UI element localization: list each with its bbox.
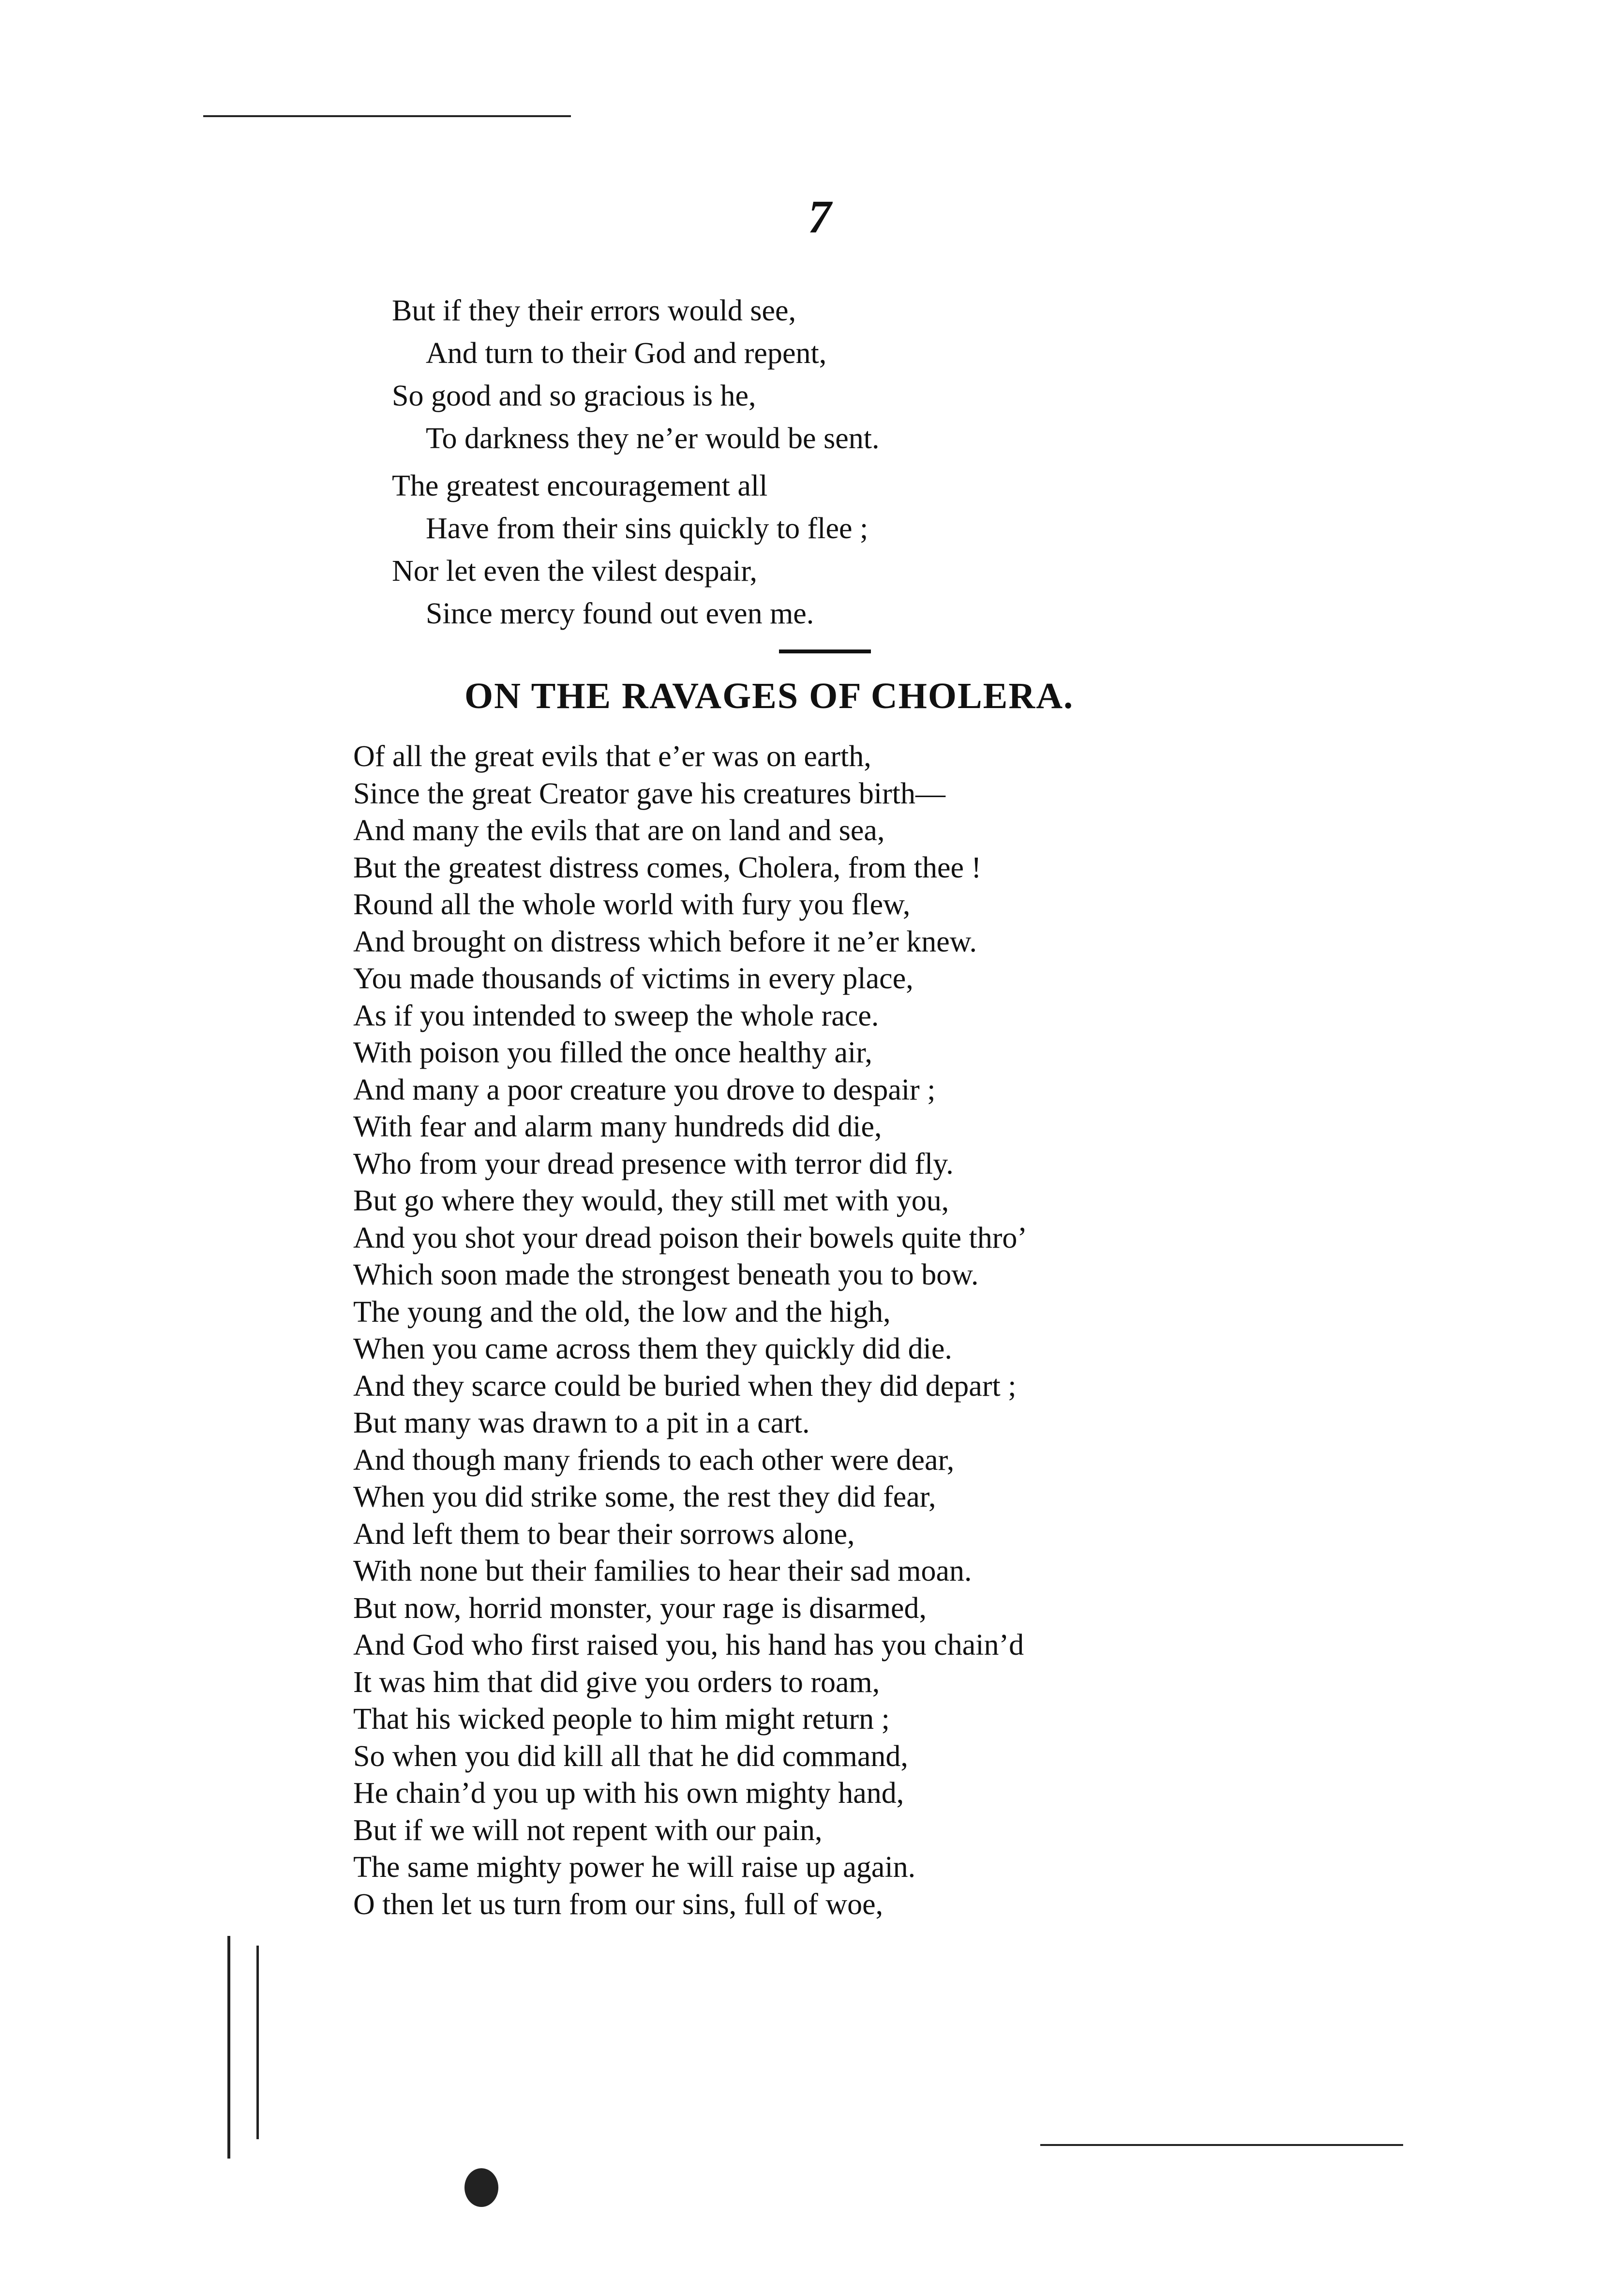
poem-line: Which soon made the strongest beneath you to bow. — [353, 1258, 979, 1291]
poem-line: And they scarce could be buried when they did depart ; — [353, 1369, 1017, 1403]
stanza-line: But if they their errors would see, — [392, 294, 796, 327]
poem-line: He chain’d you up with his own mighty hand, — [353, 1777, 904, 1810]
poem-line: Of all the great evils that e’er was on earth, — [353, 740, 871, 773]
stanza-line: Nor let even the vilest despair, — [392, 555, 758, 588]
poem-line: But the greatest distress comes, Cholera, from thee ! — [353, 851, 982, 884]
poem-line: O then let us turn from our sins, full of woe, — [353, 1888, 883, 1921]
poem-line: But if we will not repent with our pain, — [353, 1813, 823, 1847]
poem-body — [353, 738, 1027, 1923]
poem-line: And though many friends to each other were dear, — [353, 1443, 955, 1477]
stanza-1 — [392, 289, 879, 460]
scan-mark-left-2 — [256, 1946, 259, 2139]
stanza-line: And turn to their God and repent, — [426, 337, 827, 370]
poem-line: With none but their families to hear their sad moan. — [353, 1555, 972, 1587]
stanza-line: Have from their sins quickly to flee ; — [426, 512, 868, 545]
poem-line: When you did strike some, the rest they did fear, — [353, 1480, 936, 1513]
stanza-2 — [392, 465, 868, 635]
poem-line: And God who first raised you, his hand has you chain’d — [353, 1629, 1024, 1662]
poem-line: It was him that did give you orders to roam, — [353, 1665, 880, 1699]
scan-mark-left — [227, 1936, 230, 2159]
poem-line: Round all the whole world with fury you flew, — [353, 888, 911, 921]
poem-line: But now, horrid monster, your rage is disarmed, — [353, 1591, 927, 1625]
poem-line: And you shot your dread poison their bowels quite thro’ — [353, 1221, 1028, 1254]
poem-line: That his wicked people to him might return ; — [353, 1703, 890, 1736]
poem-line: But go where they would, they still met with you, — [353, 1184, 949, 1217]
scan-mark-top — [203, 115, 571, 117]
poem-line: And left them to bear their sorrows alone, — [353, 1517, 855, 1551]
poem-line: With poison you filled the once healthy air, — [353, 1036, 872, 1069]
stanza-line: The greatest encouragement all — [392, 469, 768, 502]
poem-line: And brought on distress which before it ne’er knew. — [353, 925, 977, 958]
poem-line: Who from your dread presence with terror did fly. — [353, 1147, 954, 1180]
poem-line: And many a poor creature you drove to despair ; — [353, 1073, 936, 1106]
stanza-line: Since mercy found out even me. — [426, 597, 814, 630]
page-number: 7 — [808, 191, 831, 242]
scan-blot — [464, 2168, 498, 2207]
poem-line: You made thousands of victims in every place, — [353, 962, 913, 995]
poem-line: With fear and alarm many hundreds did die, — [353, 1110, 882, 1143]
section-divider — [779, 650, 871, 653]
scan-mark-bottom — [1040, 2144, 1403, 2146]
poem-line: And many the evils that are on land and sea, — [353, 814, 885, 847]
poem-line: As if you intended to sweep the whole race. — [353, 999, 879, 1032]
poem-line: But many was drawn to a pit in a cart. — [353, 1406, 810, 1439]
poem-line: When you came across them they quickly did die. — [353, 1332, 952, 1365]
poem-line: The same mighty power he will raise up again. — [353, 1851, 916, 1884]
poem-heading: ON THE RAVAGES OF CHOLERA. — [464, 676, 1074, 716]
poem-line: So when you did kill all that he did command, — [353, 1739, 908, 1773]
stanza-line: To darkness they ne’er would be sent. — [426, 422, 880, 455]
poem-line: Since the great Creator gave his creatures birth— — [353, 777, 946, 810]
poem-line: The young and the old, the low and the high, — [353, 1295, 891, 1329]
stanza-line: So good and so gracious is he, — [392, 379, 756, 412]
